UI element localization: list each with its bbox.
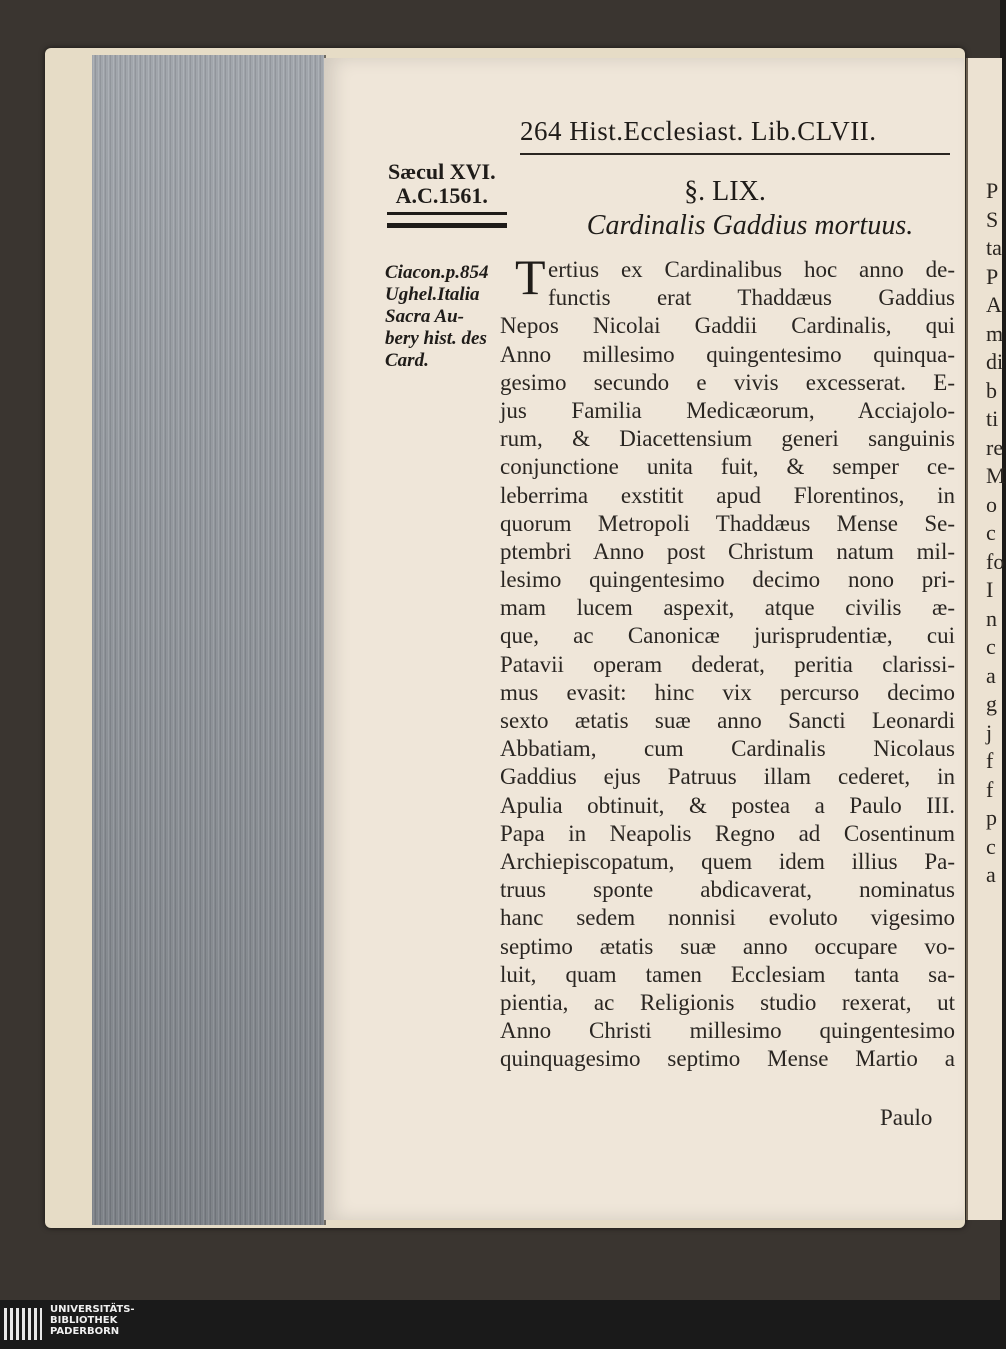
next-page-fragment: S — [986, 206, 999, 232]
body-line: Nepos Nicolai Gaddii Cardinalis, qui — [500, 313, 955, 339]
next-page-fragment: c — [986, 833, 996, 859]
body-line: functis erat Thaddæus Gaddius — [548, 285, 955, 311]
body-line: luit, quam tamen Ecclesiam tanta sa- — [500, 961, 955, 987]
drop-cap: T — [515, 249, 546, 305]
reference-line: Ughel.Italia — [385, 284, 480, 305]
next-page-fragment: f — [986, 776, 994, 802]
body-line: mam lucem aspexit, atque civilis æ- — [500, 595, 955, 621]
next-page-fragment: j — [986, 719, 993, 745]
body-line: septimo ætatis suæ anno occupare vo- — [500, 933, 955, 959]
body-line: conjunctione unita fuit, & semper ce- — [500, 454, 955, 480]
body-line: ptembri Anno post Christum natum mil- — [500, 538, 955, 564]
body-line: Apulia obtinuit, & postea a Paulo III. — [500, 792, 955, 818]
next-page-edge — [966, 58, 1006, 1220]
body-line: leberrima exstitit apud Florentinos, in — [500, 482, 955, 508]
next-page-fragment: re — [986, 434, 1004, 460]
body-line: Abbatiam, cum Cardinalis Nicolaus — [500, 736, 955, 762]
library-name-line: UNIVERSITÄTS- — [50, 1304, 135, 1315]
margin-references — [385, 262, 515, 372]
body-line: que, ac Canonicæ jurisprudentiæ, cui — [500, 623, 955, 649]
body-line: sexto ætatis suæ anno Sancti Leonardi — [500, 708, 955, 733]
reference-line: bery hist. des — [385, 328, 487, 349]
next-page-fragment: I — [986, 577, 994, 602]
body-line: quorum Metropoli Thaddæus Mense Se- — [500, 510, 955, 536]
body-line: Anno Christi millesimo quingentesimo — [500, 1018, 955, 1044]
section-number: §. LIX. — [684, 176, 766, 207]
margin-anno: A.C.1561. — [395, 183, 488, 208]
next-page-fragment: a — [986, 662, 996, 688]
next-page-fragment: c — [986, 520, 996, 545]
next-page-fragment: fo — [986, 548, 1005, 574]
reference-line: Ciacon.p.854 — [385, 262, 489, 283]
body-line: truus sponte abdicaverat, nominatus — [500, 877, 955, 903]
running-head: 264 Hist.Ecclesiast. Lib.CLVII. — [520, 116, 877, 146]
next-page-fragment: a — [986, 862, 996, 887]
margin-rule-bottom — [387, 223, 507, 228]
body-text — [500, 256, 955, 1073]
body-line: Patavii operam dederat, peritia clarissi- — [500, 651, 955, 677]
margin-saeculum: Sæcul XVI. — [388, 159, 496, 184]
next-page-fragment: f — [986, 748, 994, 773]
section-title: Cardinalis Gaddius mortuus. — [586, 210, 914, 241]
footer-bar — [0, 1300, 1000, 1349]
catchword: Paulo — [880, 1105, 933, 1130]
body-line: jus Familia Medicæorum, Acciajolo- — [500, 397, 955, 423]
next-page-fragment: b — [986, 377, 997, 403]
library-name — [50, 1304, 135, 1337]
library-name-line: BIBLIOTHEK — [50, 1315, 118, 1326]
next-page-fragment: g — [986, 691, 997, 716]
next-page-fragment: o — [986, 491, 997, 517]
body-line: mus evasit: hinc vix percurso decimo — [500, 679, 955, 705]
body-line: hanc sedem nonnisi evoluto vigesimo — [500, 905, 955, 931]
next-page-fragment: P — [986, 263, 999, 289]
next-page-fragment: A — [986, 292, 1002, 317]
next-page-fragment: p — [986, 805, 997, 830]
library-name-line: PADERBORN — [50, 1326, 120, 1337]
body-line: Gaddius ejus Patruus illam cederet, in — [500, 764, 955, 790]
reference-line: Card. — [385, 350, 429, 371]
next-page-fragment: c — [986, 634, 996, 659]
body-line: Archiepiscopatum, quem idem illius Pa- — [500, 848, 955, 874]
body-line: Anno millesimo quingentesimo quinqua- — [500, 341, 955, 367]
library-logo-icon — [4, 1308, 42, 1340]
margin-rule-top — [387, 212, 507, 215]
body-line: gesimo secundo e vivis excesserat. E- — [500, 369, 955, 395]
next-page-fragment: ti — [986, 406, 999, 431]
margin-year — [388, 160, 496, 208]
header-rule — [520, 153, 950, 155]
next-page-fragment: P — [986, 178, 999, 203]
next-page-fragment: di — [986, 349, 1004, 374]
next-page-fragment: m — [986, 320, 1004, 346]
body-line: Papa in Neapolis Regno ad Cosentinum — [500, 820, 955, 846]
reference-line: Sacra Au- — [385, 306, 465, 327]
body-line: quinquagesimo septimo Mense Martio a — [500, 1046, 955, 1072]
next-page-fragment: M — [986, 463, 1006, 488]
body-line: pientia, ac Religionis studio rexerat, ut — [500, 989, 955, 1015]
body-line: rum, & Diacettensium generi sanguinis — [500, 426, 955, 452]
next-page-fragment: ta — [986, 235, 1002, 260]
page-edges — [92, 55, 326, 1225]
body-line: lesimo quingentesimo decimo nono pri- — [500, 567, 955, 593]
body-line: ertius ex Cardinalibus hoc anno de- — [548, 257, 955, 282]
next-page-fragment: n — [986, 605, 997, 631]
